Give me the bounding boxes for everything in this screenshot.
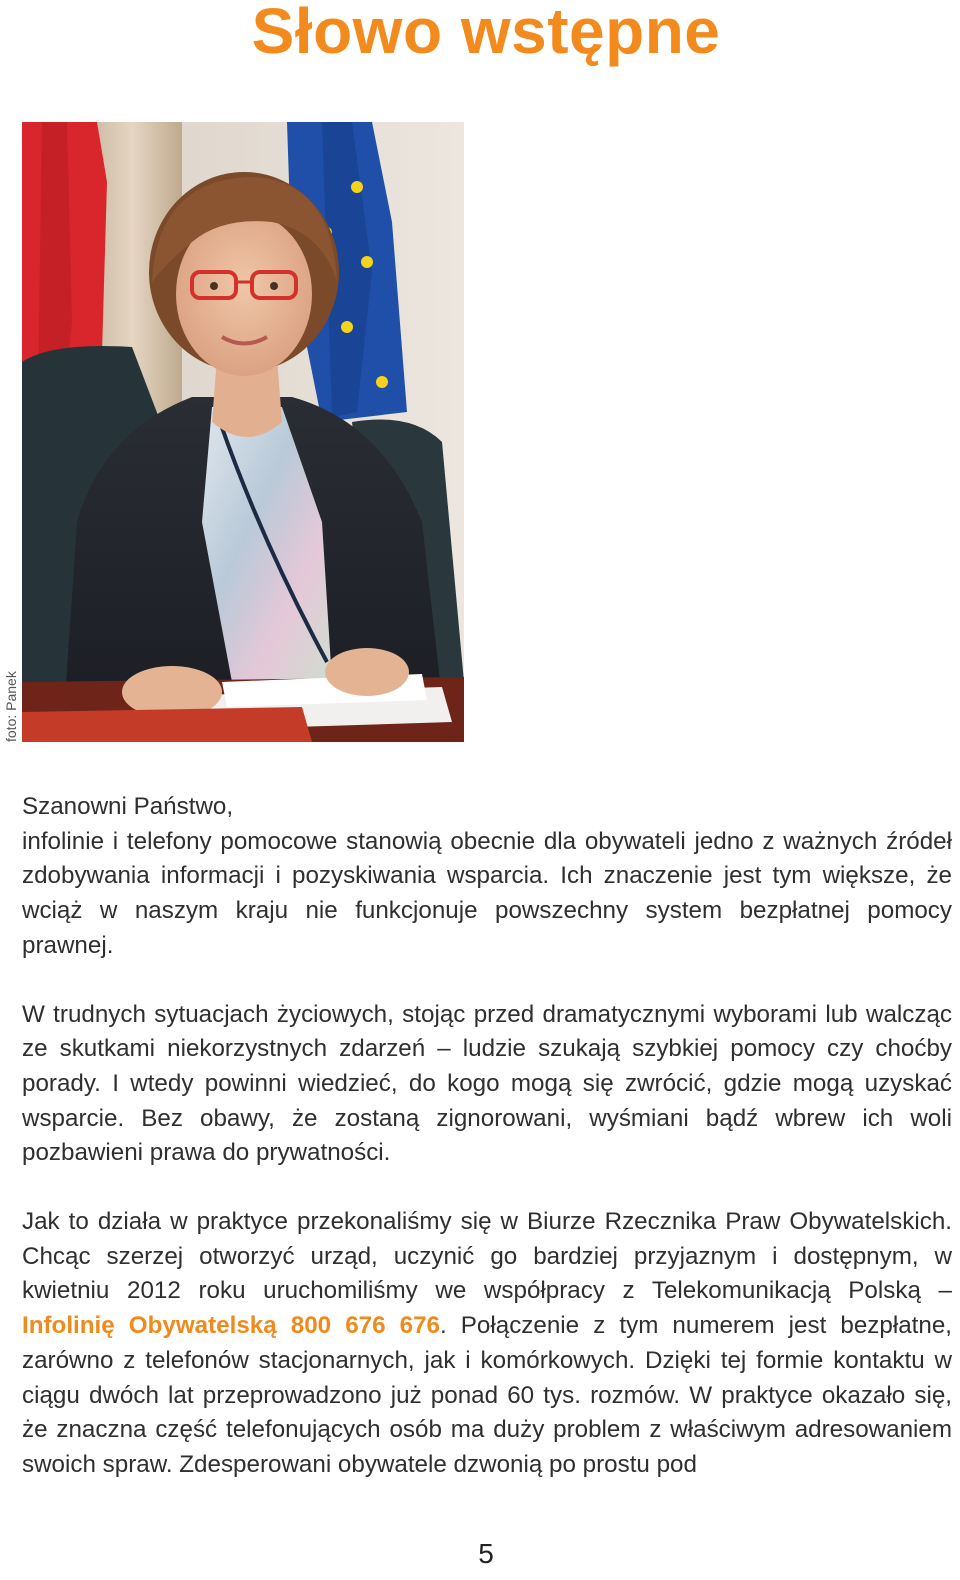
- paragraph-3: Jak to działa w praktyce przekonaliśmy się w Biurze Rzecznika Praw Obywatelskich. Chcąc szerzej otworzyć urząd, uczynić go bardziej przyjaznym i dostępnym, w kwietniu 2012 roku uruchomiliśmy we współpracy z Telekomunikacją Polską – Infolinię Obywatelską 800 676 676. Połączenie z tym numerem jest bezpłatne, zarówno z telefonów stacjonarnych, jak i komórkowych. Dzięki tej formie kontaktu w ciągu dwóch lat przeprowadzono już ponad 60 tys. rozmów. W praktyce okazało się, że znaczna część telefonujących osób ma duży problem z właściwym adresowaniem swoich spraw. Zdesperowani obywatele dzwonią po prostu pod: [22, 1208, 952, 1478]
- body-text: [22, 790, 952, 1483]
- portrait-illustration: [22, 122, 464, 742]
- page-title: Słowo wstępne: [251, 0, 721, 67]
- page-number: 5: [478, 1538, 494, 1569]
- paragraph-1: infolinie i telefony pomocowe stanowią obecnie dla obywateli jedno z ważnych źródeł zdobywania informacji i pozyskiwania wsparcia. Ich znaczenie jest tym większe, że wciąż w naszym kraju nie funkcjonuje powszechny system bezpłatnej pomocy prawnej.: [22, 827, 952, 959]
- photo-credit: foto: Panek: [3, 671, 19, 742]
- paragraph-2: W trudnych sytuacjach życiowych, stojąc przed dramatycznymi wyborami lub walcząc ze skutkami niekorzystnych zdarzeń – ludzie szukają szybkiej pomocy czy choćby porady. I wtedy powinni wiedzieć, do kogo mogą się zwrócić, gdzie mogą uzyskać wsparcie. Bez obawy, że zostaną zignorowani, wyśmiani bądź wbrew ich woli pozbawieni prawa do prywatności.: [22, 1000, 952, 1167]
- hotline-highlight: Infolinię Obywatelską 800 676 676: [22, 1312, 440, 1340]
- portrait-photo: [22, 122, 464, 742]
- salutation: Szanowni Państwo, infolinie i telefony pomocowe stanowią obecnie dla obywateli jedno z ważnych źródeł zdobywania informacji i pozyskiwania wsparcia. Ich znaczenie jest tym większe, że wciąż w naszym kraju nie funkcjonuje powszechny system bezpłatnej pomocy prawnej.: [22, 793, 952, 959]
